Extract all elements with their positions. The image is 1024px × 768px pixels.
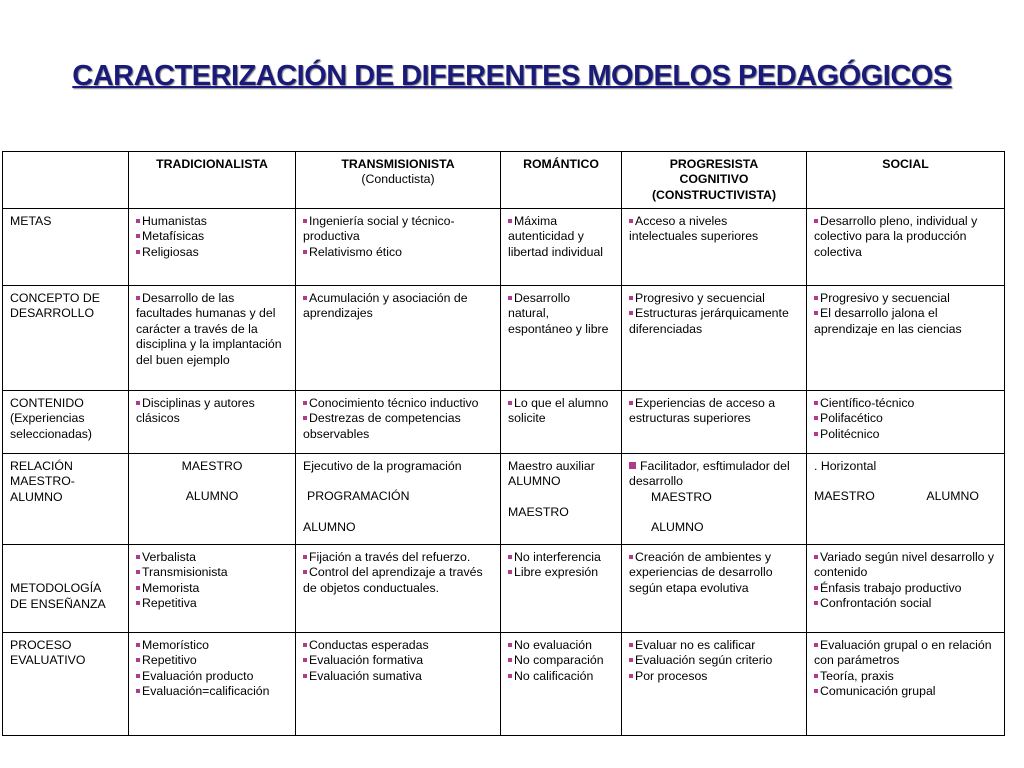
page-title: CARACTERIZACIÓN DE DIFERENTES MODELOS PEDAGÓGICOS	[72, 60, 952, 92]
row-label: METAS	[3, 209, 129, 286]
square-bullet-icon	[136, 219, 140, 223]
list-item	[136, 550, 288, 565]
relation-maestro: MAESTRO	[814, 489, 875, 504]
list-item-text: Memorista	[142, 580, 200, 595]
list-item-text: Conductas esperadas	[309, 638, 429, 652]
square-bullet-icon	[136, 570, 140, 574]
table-cell	[622, 286, 807, 391]
table-row	[3, 545, 1005, 633]
list-item	[814, 596, 997, 611]
list-item	[136, 638, 288, 653]
square-bullet-icon	[303, 250, 307, 254]
square-bullet-icon	[629, 674, 633, 678]
square-bullet-icon	[136, 250, 140, 254]
header-transmisionista-sub: (Conductista)	[361, 172, 435, 187]
list-item-text: Énfasis trabajo productivo	[820, 580, 962, 595]
list-item	[508, 214, 614, 260]
square-bullet-icon	[814, 674, 818, 678]
square-bullet-icon	[814, 555, 818, 559]
list-item-text: No interferencia	[514, 550, 601, 564]
square-bullet-icon	[508, 555, 512, 559]
square-bullet-icon	[136, 601, 140, 605]
list-item-text: Fijación a través del refuerzo.	[309, 550, 471, 564]
list-item	[136, 396, 288, 427]
table-cell	[129, 545, 296, 633]
table-cell	[807, 286, 1005, 391]
list-item-text: Desarrollo natural, espontáneo y libre	[508, 291, 609, 336]
list-item	[508, 291, 614, 337]
square-bullet-icon	[508, 658, 512, 662]
list-item	[136, 581, 288, 596]
row-label: CONTENIDO (Experiencias seleccionadas)	[3, 391, 129, 454]
list-item-text: Evaluación=calificación	[142, 684, 270, 699]
list-item	[136, 229, 288, 244]
list-item	[629, 669, 799, 684]
list-item-text: Evaluación grupal o en relación con parámetros	[814, 638, 992, 668]
list-item-text: Acumulación y asociación de aprendizajes	[303, 291, 468, 321]
list-item	[303, 550, 493, 565]
list-item	[136, 669, 288, 684]
table-cell	[501, 286, 622, 391]
table-cell	[622, 209, 807, 286]
list-item-text: Creación de ambientes y experiencias de desarrollo según etapa evolutiva	[629, 550, 773, 595]
list-item	[508, 638, 614, 653]
square-bullet-icon	[629, 296, 633, 300]
list-item	[508, 653, 614, 668]
list-item	[303, 411, 493, 442]
square-bullet-icon	[629, 462, 636, 469]
list-item	[629, 653, 799, 668]
list-item	[136, 214, 288, 229]
square-bullet-icon	[303, 570, 307, 574]
list-item	[629, 306, 799, 337]
square-bullet-icon	[508, 219, 512, 223]
square-bullet-icon	[814, 416, 818, 420]
list-item-text: Experiencias de acceso a estructuras superiores	[629, 396, 776, 426]
square-bullet-icon	[814, 601, 818, 605]
list-item-text: Científico-técnico	[820, 396, 915, 410]
row-label: METODOLOGÍA DE ENSEÑANZA	[3, 545, 129, 633]
square-bullet-icon	[303, 658, 307, 662]
list-item	[814, 306, 997, 337]
relation-text: ALUMNO	[508, 474, 561, 489]
relation-alumno: ALUMNO	[185, 489, 239, 504]
header-transmisionista-label: TRANSMISIONISTA	[341, 157, 455, 171]
row-label: RELACIÓN MAESTRO-ALUMNO	[3, 454, 129, 545]
square-bullet-icon	[303, 219, 307, 223]
header-row	[3, 152, 1005, 209]
list-item-text: Máxima autenticidad y libertad individual	[508, 214, 604, 259]
list-item	[814, 581, 997, 596]
list-item	[303, 291, 493, 322]
pedagogical-models-table	[2, 151, 1005, 736]
square-bullet-icon	[136, 658, 140, 662]
list-item-text: Libre expresión	[514, 565, 599, 580]
square-bullet-icon	[303, 674, 307, 678]
list-item-text: Disciplinas y autores clásicos	[136, 396, 255, 426]
square-bullet-icon	[136, 689, 140, 693]
square-bullet-icon	[629, 555, 633, 559]
table-cell	[296, 391, 501, 454]
list-item	[814, 669, 997, 684]
square-bullet-icon	[303, 296, 307, 300]
list-item-text: Acceso a niveles intelectuales superiores	[629, 214, 759, 244]
square-bullet-icon	[303, 401, 307, 405]
list-item-text: Evaluación producto	[142, 668, 254, 683]
list-item	[814, 550, 997, 581]
table-cell	[296, 633, 501, 736]
list-item-text: Confrontación social	[820, 596, 932, 611]
row-label: CONCEPTO DE DESARROLLO	[3, 286, 129, 391]
list-item-text: No calificación	[514, 668, 594, 683]
table-row	[3, 209, 1005, 286]
list-item	[508, 669, 614, 684]
square-bullet-icon	[814, 643, 818, 647]
relation-text: ALUMNO	[651, 520, 704, 535]
header-progresista-line: (CONSTRUCTIVISTA)	[651, 187, 777, 202]
header-progresista	[622, 152, 807, 209]
list-item-text: Por procesos	[635, 668, 708, 683]
relation-text: Facilitador, esftimulador del desarrollo	[629, 459, 790, 489]
square-bullet-icon	[303, 416, 307, 420]
square-bullet-icon	[136, 586, 140, 590]
relation-maestro: MAESTRO	[181, 459, 243, 473]
list-item	[303, 214, 493, 245]
list-item-text: Evaluación sumativa	[309, 668, 422, 683]
list-item-text: Politécnico	[820, 426, 880, 441]
list-item-text: Conocimiento técnico inductivo	[309, 396, 479, 410]
table-row	[3, 454, 1005, 545]
list-item	[136, 653, 288, 668]
list-item	[136, 684, 288, 699]
table-cell	[129, 391, 296, 454]
list-item-text: No comparación	[514, 653, 604, 668]
table-cell	[129, 633, 296, 736]
square-bullet-icon	[136, 555, 140, 559]
list-item-text: No evaluación	[514, 638, 592, 652]
table-cell	[622, 391, 807, 454]
list-item	[814, 214, 997, 260]
square-bullet-icon	[136, 234, 140, 238]
header-progresista-line: COGNITIVO	[679, 172, 749, 187]
list-item	[303, 396, 493, 411]
table-cell	[807, 545, 1005, 633]
list-item	[814, 291, 997, 306]
square-bullet-icon	[303, 555, 307, 559]
list-item	[814, 411, 997, 426]
relation-text: PROGRAMACIÓN	[307, 489, 410, 504]
header-transmisionista	[296, 152, 501, 209]
header-progresista-line: PROGRESISTA	[669, 157, 759, 171]
table-cell	[622, 545, 807, 633]
table-cell	[807, 209, 1005, 286]
list-item-text: Comunicación grupal	[820, 684, 936, 699]
list-item-text: Polifacético	[820, 411, 883, 426]
relation-text: . Horizontal	[814, 459, 877, 473]
list-item-text: Estructuras jerárquicamente diferenciadas	[629, 306, 789, 336]
square-bullet-icon	[136, 401, 140, 405]
table-cell	[501, 391, 622, 454]
table-cell	[129, 454, 296, 545]
header-romantico	[501, 152, 622, 209]
list-item-text: Repetitiva	[142, 596, 197, 611]
list-item	[629, 638, 799, 653]
square-bullet-icon	[814, 219, 818, 223]
list-item	[508, 565, 614, 580]
list-item-text: Relativismo ético	[309, 244, 402, 259]
square-bullet-icon	[508, 296, 512, 300]
list-item-text: Progresivo y secuencial	[820, 291, 950, 305]
list-item	[136, 245, 288, 260]
relation-text: Ejecutivo de la programación	[303, 459, 462, 473]
list-item-text: Memorístico	[142, 638, 209, 652]
table-cell	[622, 633, 807, 736]
list-item-text: Lo que el alumno solicite	[508, 396, 609, 426]
table-cell	[296, 454, 501, 545]
list-item	[814, 396, 997, 411]
table-cell	[807, 633, 1005, 736]
list-item-text: Transmisionista	[142, 565, 228, 580]
list-item	[303, 669, 493, 684]
table-cell	[501, 545, 622, 633]
table-cell	[296, 286, 501, 391]
list-item-text: Desarrollo pleno, individual y colectivo para la producción colectiva	[814, 214, 978, 259]
list-item	[629, 396, 799, 427]
square-bullet-icon	[814, 296, 818, 300]
list-item	[629, 291, 799, 306]
relation-text: MAESTRO	[651, 489, 712, 504]
square-bullet-icon	[629, 401, 633, 405]
table-row	[3, 391, 1005, 454]
list-item	[303, 638, 493, 653]
list-item-text: Ingeniería social y técnico-productiva	[303, 214, 455, 244]
header-social-label: SOCIAL	[882, 157, 929, 171]
list-item-text: Evaluación formativa	[309, 653, 424, 668]
list-item	[303, 565, 493, 596]
square-bullet-icon	[136, 674, 140, 678]
table-cell	[129, 209, 296, 286]
table-cell	[807, 391, 1005, 454]
square-bullet-icon	[508, 570, 512, 574]
list-item-text: Destrezas de competencias observables	[303, 411, 461, 441]
list-item	[814, 427, 997, 442]
header-romantico-label: ROMÁNTICO	[523, 157, 599, 171]
list-item-text: Evaluación según criterio	[635, 653, 773, 668]
square-bullet-icon	[814, 311, 818, 315]
table-cell	[501, 209, 622, 286]
list-item	[136, 291, 288, 368]
table-row	[3, 286, 1005, 391]
list-item	[303, 245, 493, 260]
table-cell	[501, 633, 622, 736]
list-item-text: Progresivo y secuencial	[635, 291, 765, 305]
relation-alumno: ALUMNO	[926, 489, 979, 504]
relation-text: Maestro auxiliar	[508, 459, 595, 473]
relation-text: ALUMNO	[303, 519, 356, 534]
table-cell	[807, 454, 1005, 545]
square-bullet-icon	[508, 674, 512, 678]
table-row	[3, 633, 1005, 736]
list-item-text: Humanistas	[142, 214, 207, 228]
header-tradicionalista-label: TRADICIONALISTA	[156, 157, 268, 171]
square-bullet-icon	[508, 401, 512, 405]
row-label: PROCESO EVALUATIVO	[3, 633, 129, 736]
square-bullet-icon	[629, 658, 633, 662]
list-item-text: Evaluar no es calificar	[635, 638, 756, 652]
square-bullet-icon	[814, 432, 818, 436]
list-item	[508, 396, 614, 427]
square-bullet-icon	[814, 586, 818, 590]
list-item-text: Religiosas	[142, 244, 199, 259]
square-bullet-icon	[136, 296, 140, 300]
square-bullet-icon	[814, 689, 818, 693]
square-bullet-icon	[303, 643, 307, 647]
square-bullet-icon	[508, 643, 512, 647]
relation-text: MAESTRO	[508, 504, 569, 519]
square-bullet-icon	[814, 401, 818, 405]
list-item	[136, 596, 288, 611]
list-item	[629, 214, 799, 245]
list-item-text: Verbalista	[142, 550, 197, 564]
list-item	[136, 565, 288, 580]
square-bullet-icon	[629, 311, 633, 315]
list-item-text: Metafísicas	[142, 229, 205, 244]
list-item	[814, 638, 997, 669]
list-item	[508, 550, 614, 565]
square-bullet-icon	[629, 643, 633, 647]
list-item-text: Repetitivo	[142, 653, 197, 668]
list-item-text: Desarrollo de las facultades humanas y del carácter a través de la disciplina y la implantación del buen ejemplo	[136, 291, 282, 367]
list-item-text: Variado según nivel desarrollo y contenido	[814, 550, 995, 580]
header-corner	[3, 152, 129, 209]
table-cell	[501, 454, 622, 545]
list-item	[303, 653, 493, 668]
header-tradicionalista	[129, 152, 296, 209]
list-item-text: El desarrollo jalona el aprendizaje en las ciencias	[814, 306, 962, 336]
list-item-text: Control del aprendizaje a través de objetos conductuales.	[303, 565, 483, 595]
list-item	[629, 550, 799, 596]
square-bullet-icon	[136, 643, 140, 647]
table-cell	[129, 286, 296, 391]
list-item	[814, 684, 997, 699]
table-cell	[622, 454, 807, 545]
table-cell	[296, 209, 501, 286]
list-item-text: Teoría, praxis	[820, 668, 894, 683]
header-social	[807, 152, 1005, 209]
square-bullet-icon	[629, 219, 633, 223]
table-cell	[296, 545, 501, 633]
